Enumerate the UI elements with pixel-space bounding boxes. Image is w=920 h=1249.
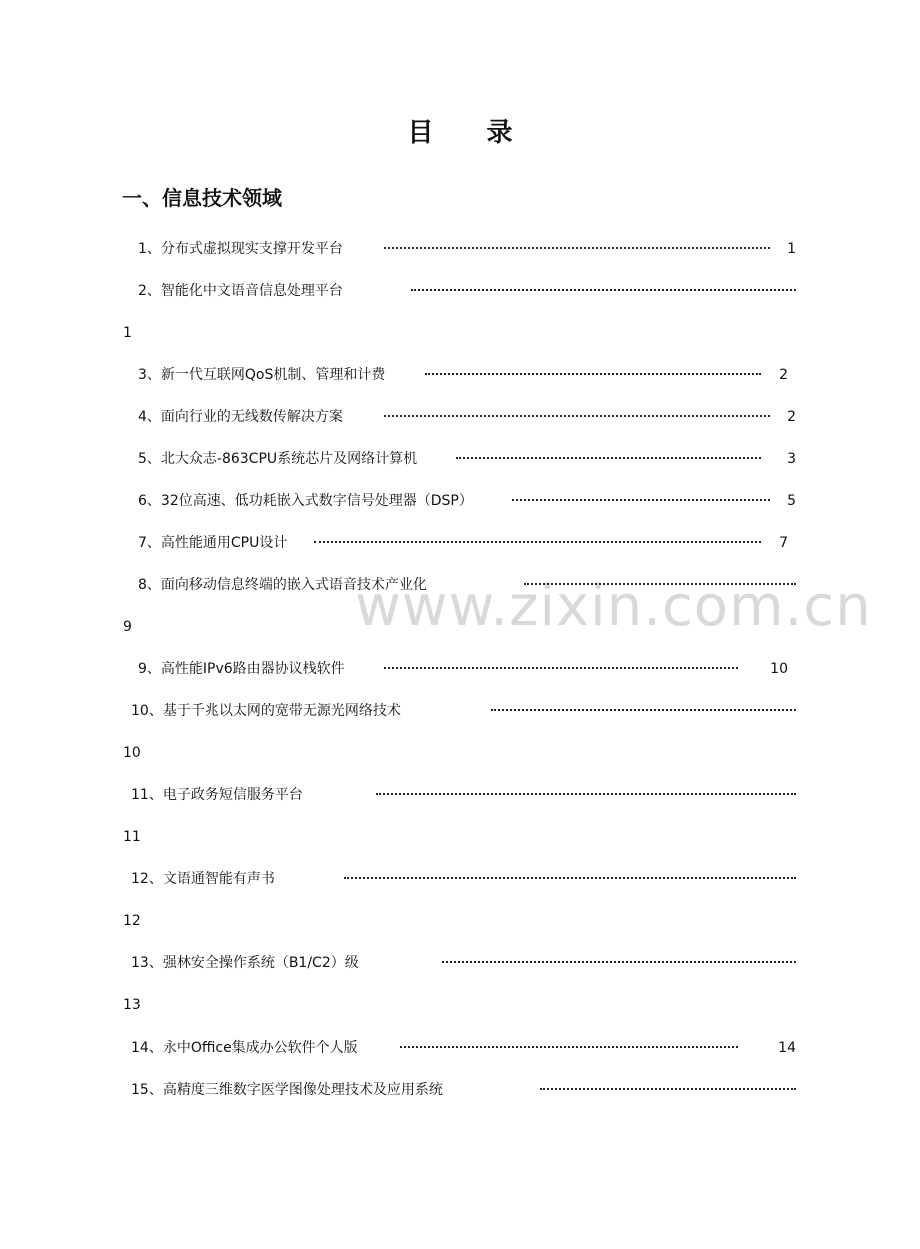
toc-entry-page: 1 [787, 241, 796, 257]
dot-leader [384, 415, 770, 417]
toc-entry[interactable] [0, 699, 920, 723]
toc-entry-label: 12、文语通智能有声书 [131, 871, 275, 887]
toc-title: 目 录 [407, 118, 535, 148]
dot-leader [442, 961, 796, 963]
toc-entry[interactable] [0, 951, 920, 975]
toc-entry-page: 2 [787, 409, 796, 425]
toc-entry-label: 8、面向移动信息终端的嵌入式语音技术产业化 [138, 577, 427, 593]
dot-leader [411, 289, 796, 291]
toc-entry-page: 3 [787, 451, 796, 467]
dot-leader [314, 541, 761, 543]
dot-leader [524, 583, 796, 585]
toc-entry-label: 10、基于千兆以太网的宽带无源光网络技术 [131, 703, 401, 719]
dot-leader [425, 373, 761, 375]
toc-entry-page: 14 [778, 1040, 796, 1056]
toc-entry[interactable] [0, 1078, 920, 1102]
toc-entry[interactable] [0, 447, 920, 471]
toc-entry-page: 13 [123, 997, 141, 1013]
toc-entry-page: 10 [770, 661, 788, 677]
dot-leader [540, 1088, 796, 1090]
dot-leader [344, 877, 796, 879]
toc-entry[interactable] [0, 783, 920, 807]
toc-entry-label: 14、永中Office集成办公软件个人版 [131, 1040, 358, 1056]
dot-leader [400, 1046, 738, 1048]
toc-entry[interactable] [0, 657, 920, 681]
section-heading: 一、信息技术领域 [122, 186, 282, 210]
toc-entry-label: 11、电子政务短信服务平台 [131, 787, 303, 803]
dot-leader [512, 499, 770, 501]
toc-entry-label: 3、新一代互联网QoS机制、管理和计费 [138, 367, 386, 383]
toc-entry[interactable] [0, 489, 920, 513]
toc-entry[interactable] [0, 237, 920, 261]
toc-entry[interactable] [0, 279, 920, 303]
toc-entry[interactable] [0, 573, 920, 597]
toc-entry-page: 2 [779, 367, 788, 383]
toc-entry-page: 10 [123, 745, 141, 761]
dot-leader [384, 247, 770, 249]
toc-entry-label: 9、高性能IPv6路由器协议栈软件 [138, 661, 345, 677]
toc-entry-page: 12 [123, 913, 141, 929]
toc-entry-label: 1、分布式虚拟现实支撑开发平台 [138, 241, 343, 257]
toc-entry-page: 7 [779, 535, 788, 551]
toc-entry-label: 15、高精度三维数字医学图像处理技术及应用系统 [131, 1082, 443, 1098]
dot-leader [376, 793, 796, 795]
toc-entry-page: 5 [787, 493, 796, 509]
dot-leader [456, 457, 761, 459]
dot-leader [384, 667, 738, 669]
toc-entry[interactable] [0, 531, 920, 555]
toc-entry-page: 9 [123, 619, 132, 635]
toc-entry[interactable] [0, 363, 920, 387]
toc-entry-label: 6、32位高速、低功耗嵌入式数字信号处理器（DSP） [138, 493, 473, 509]
dot-leader [491, 709, 796, 711]
toc-entry-label: 13、强林安全操作系统（B1/C2）级 [131, 955, 359, 971]
toc-entry-label: 5、北大众志-863CPU系统芯片及网络计算机 [138, 451, 418, 467]
toc-entry-label: 2、智能化中文语音信息处理平台 [138, 283, 343, 299]
toc-entry[interactable] [0, 867, 920, 891]
toc-entry-page: 11 [123, 829, 141, 845]
toc-entry[interactable] [0, 1036, 920, 1060]
toc-entry-label: 4、面向行业的无线数传解决方案 [138, 409, 343, 425]
toc-entry[interactable] [0, 405, 920, 429]
watermark: www.zixin.com.cn [355, 574, 872, 639]
toc-entry-page: 1 [123, 325, 132, 341]
toc-entry-label: 7、高性能通用CPU设计 [138, 535, 288, 551]
